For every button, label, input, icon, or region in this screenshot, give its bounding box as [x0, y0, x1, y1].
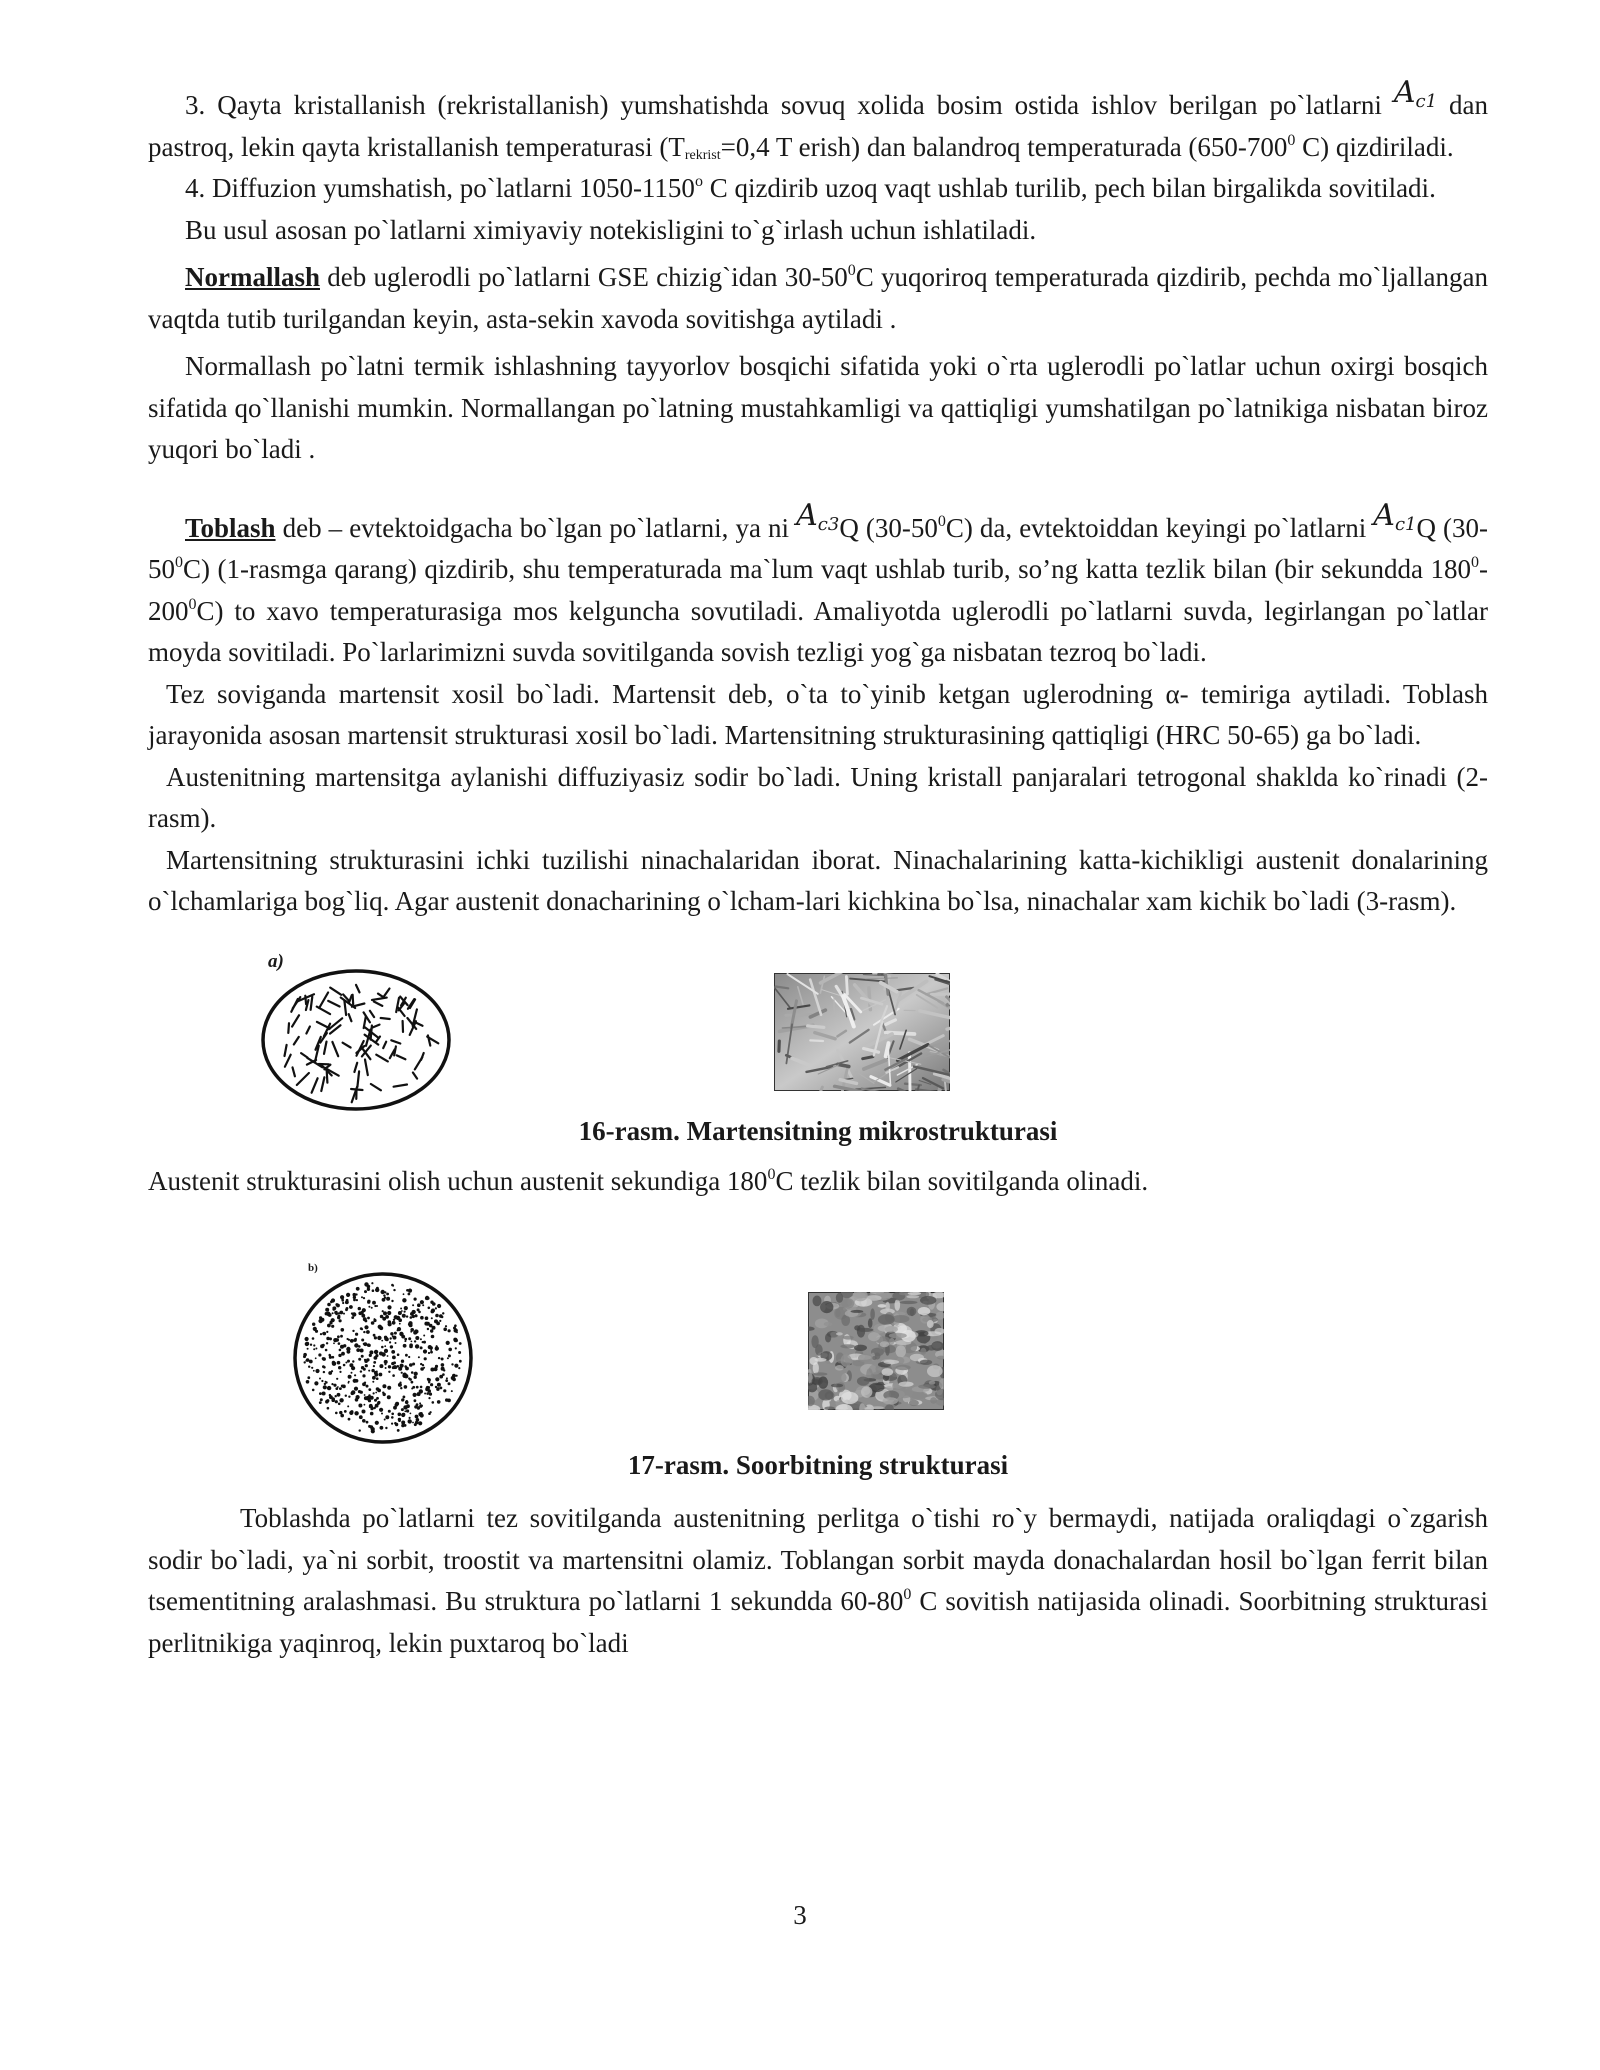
martensite-micrograph	[774, 973, 950, 1091]
paragraph-diffusion-annealing	[148, 168, 1488, 210]
text: -200	[148, 554, 1488, 626]
paragraph-quenching	[148, 495, 1488, 674]
text: =0,4 T erish) dan balandroq temperaturada (650-700	[720, 131, 1288, 162]
text: C qizdirib uzoq vaqt ushlab turilib, pech bilan birgalikda sovitiladi.	[702, 173, 1436, 203]
symbol-subscript: c3	[817, 513, 840, 535]
text: C) da, evtektoiddan keyingi po`latlarni	[945, 512, 1374, 543]
superscript: 0	[847, 262, 856, 279]
term-normallash: Normallash	[185, 262, 320, 292]
text: dan pastroq, lekin qayta kristallanish temperaturasi (T	[148, 90, 1489, 162]
text: C) qizdiriladi.	[1295, 131, 1454, 162]
text: C) to xavo temperaturasiga mos kelguncha sovutiladi. Amaliyotda uglerodli po`latlarni suvda, legirlangan po`latlar moyda sovitiladi. Po`larlarimizni suvda sovitilganda sovish tezligi yog`ga nisbatan tezroq bo`ladi.	[148, 595, 1488, 667]
text: C) (1-rasmga qarang) qizdirib, shu temperaturada ma`lum vaqt ushlab turib, so’ng katta tezlik bilan (bir sekundda 180	[183, 554, 1471, 584]
paragraph-method-use: Bu usul asosan po`latlarni ximiyaviy notekisligini to`g`irlash uchun ishlatiladi.	[185, 214, 1037, 245]
symbol-a: A	[1373, 497, 1395, 533]
text: C yuqoriroq temperaturada qizdirib, pechda mo`ljallangan vaqtda tutib turilgandan keyin, asta-sekin xavoda sovitishga aytiladi .	[148, 262, 1488, 334]
paragraph-austenite-structure	[148, 1161, 1488, 1203]
paragraph-normalization-use: Normallash po`latni termik ishlashning tayyorlov bosqichi sifatida yoki o`rta uglerodli po`latlar uchun oxirgi bosqich sifatida qo`llanishi mumkin. Normallangan po`latning mustahkamligi va qattiqligi yumshatilgan po`latnikiga nisbatan biroz yuqori bo`ladi .	[148, 351, 1488, 464]
paragraph-martensite-structure: Martensitning strukturasini ichki tuzilishi ninachalaridan iborat. Ninachalarining katta-kichikligi austenit donalarining o`lchamlariga bog`liq. Agar austenit donacharining o`lcham-lari kichkina bo`lsa, ninachalar xam kichik bo`ladi (3-rasm).	[148, 844, 1488, 916]
figure-17-caption: 17-rasm. Soorbitning strukturasi	[627, 1450, 1009, 1480]
figure-16	[148, 951, 1488, 1161]
paragraph-recrystallization	[148, 72, 1488, 168]
text: Q (30-50	[148, 512, 1489, 584]
text: deb uglerodli po`latlarni GSE chizig`idan 30-50	[320, 262, 848, 292]
page-number: 3	[793, 1900, 807, 1930]
symbol-subscript: c1	[1415, 91, 1438, 112]
figure-16-caption: 16-rasm. Martensitning mikrostrukturasi	[578, 1115, 1058, 1146]
sorbite-micrograph	[808, 1292, 944, 1410]
superscript: 0	[1471, 554, 1479, 571]
paragraph-normalization	[148, 257, 1488, 340]
text: deb – evtektoidgacha bo`lgan po`latlarni, ya ni	[275, 512, 797, 543]
figure-17	[148, 1262, 1488, 1490]
text: 3. Qayta kristallanish (rekristallanish) yumshatishda sovuq xolida bosim ostida ishlov berilgan po`latlarni	[185, 90, 1394, 120]
symbol-subscript: c1	[1394, 513, 1417, 535]
text: Toblashda po`latlarni tez sovitilganda austenitning perlitga o`tishi ro`y bermaydi, natijada oraliqdagi o`zgarish sodir bo`ladi, ya`ni sorbit, troostit va martensitni olamiz. Toblangan sorbit mayda donachalardan hosil bo`lgan ferrit bilan tsementitning aralashmasi. Bu struktura po`latlarni 1 sekundda 60-80	[148, 1503, 1488, 1616]
superscript: 0	[903, 1586, 912, 1603]
text: Austenit strukturasini olish uchun austenit sekundiga 180	[148, 1165, 768, 1196]
text: C tezlik bilan sovitilganda olinadi.	[775, 1165, 1149, 1196]
subscript: rekrist	[684, 147, 721, 163]
term-toblash: Toblash	[185, 512, 276, 543]
text: Q (30-50	[839, 512, 938, 543]
superscript: 0	[937, 512, 946, 530]
superscript: 0	[188, 595, 197, 613]
paragraph-sorbite-formation	[148, 1498, 1488, 1664]
paragraph-martensite-formation: Tez soviganda martensit xosil bo`ladi. Martensit deb, o`ta to`yinib ketgan uglerodning α- temiriga aytiladi. Toblash jarayonida asosan martensit strukturasi xosil bo`ladi. Martensitning strukturasining qattiqligi (HRC 50-65) ga bo`ladi.	[148, 678, 1488, 750]
text: 4. Diffuzion yumshatish, po`latlarni 1050-1150	[185, 173, 695, 203]
figure-label: a)	[268, 950, 284, 972]
symbol-a: A	[1393, 75, 1416, 110]
martensite-needles-drawing	[256, 965, 456, 1115]
figure-label: b)	[308, 1262, 318, 1274]
symbol-a: A	[796, 497, 818, 533]
superscript: 0	[175, 554, 183, 571]
superscript: 0	[767, 1165, 776, 1183]
sorbite-dots-drawing	[290, 1270, 476, 1446]
document-page	[148, 72, 1488, 1664]
superscript: o	[694, 173, 703, 190]
superscript: 0	[1287, 131, 1296, 149]
text: C sovitish natijasida olinadi. Soorbitning strukturasi perlitnikiga yaqinroq, lekin puxtaroq bo`ladi	[148, 1586, 1488, 1658]
paragraph-austenite-transformation: Austenitning martensitga aylanishi diffuziyasiz sodir bo`ladi. Uning kristall panjaralari tetrogonal shaklda ko`rinadi (2-rasm).	[148, 761, 1488, 833]
